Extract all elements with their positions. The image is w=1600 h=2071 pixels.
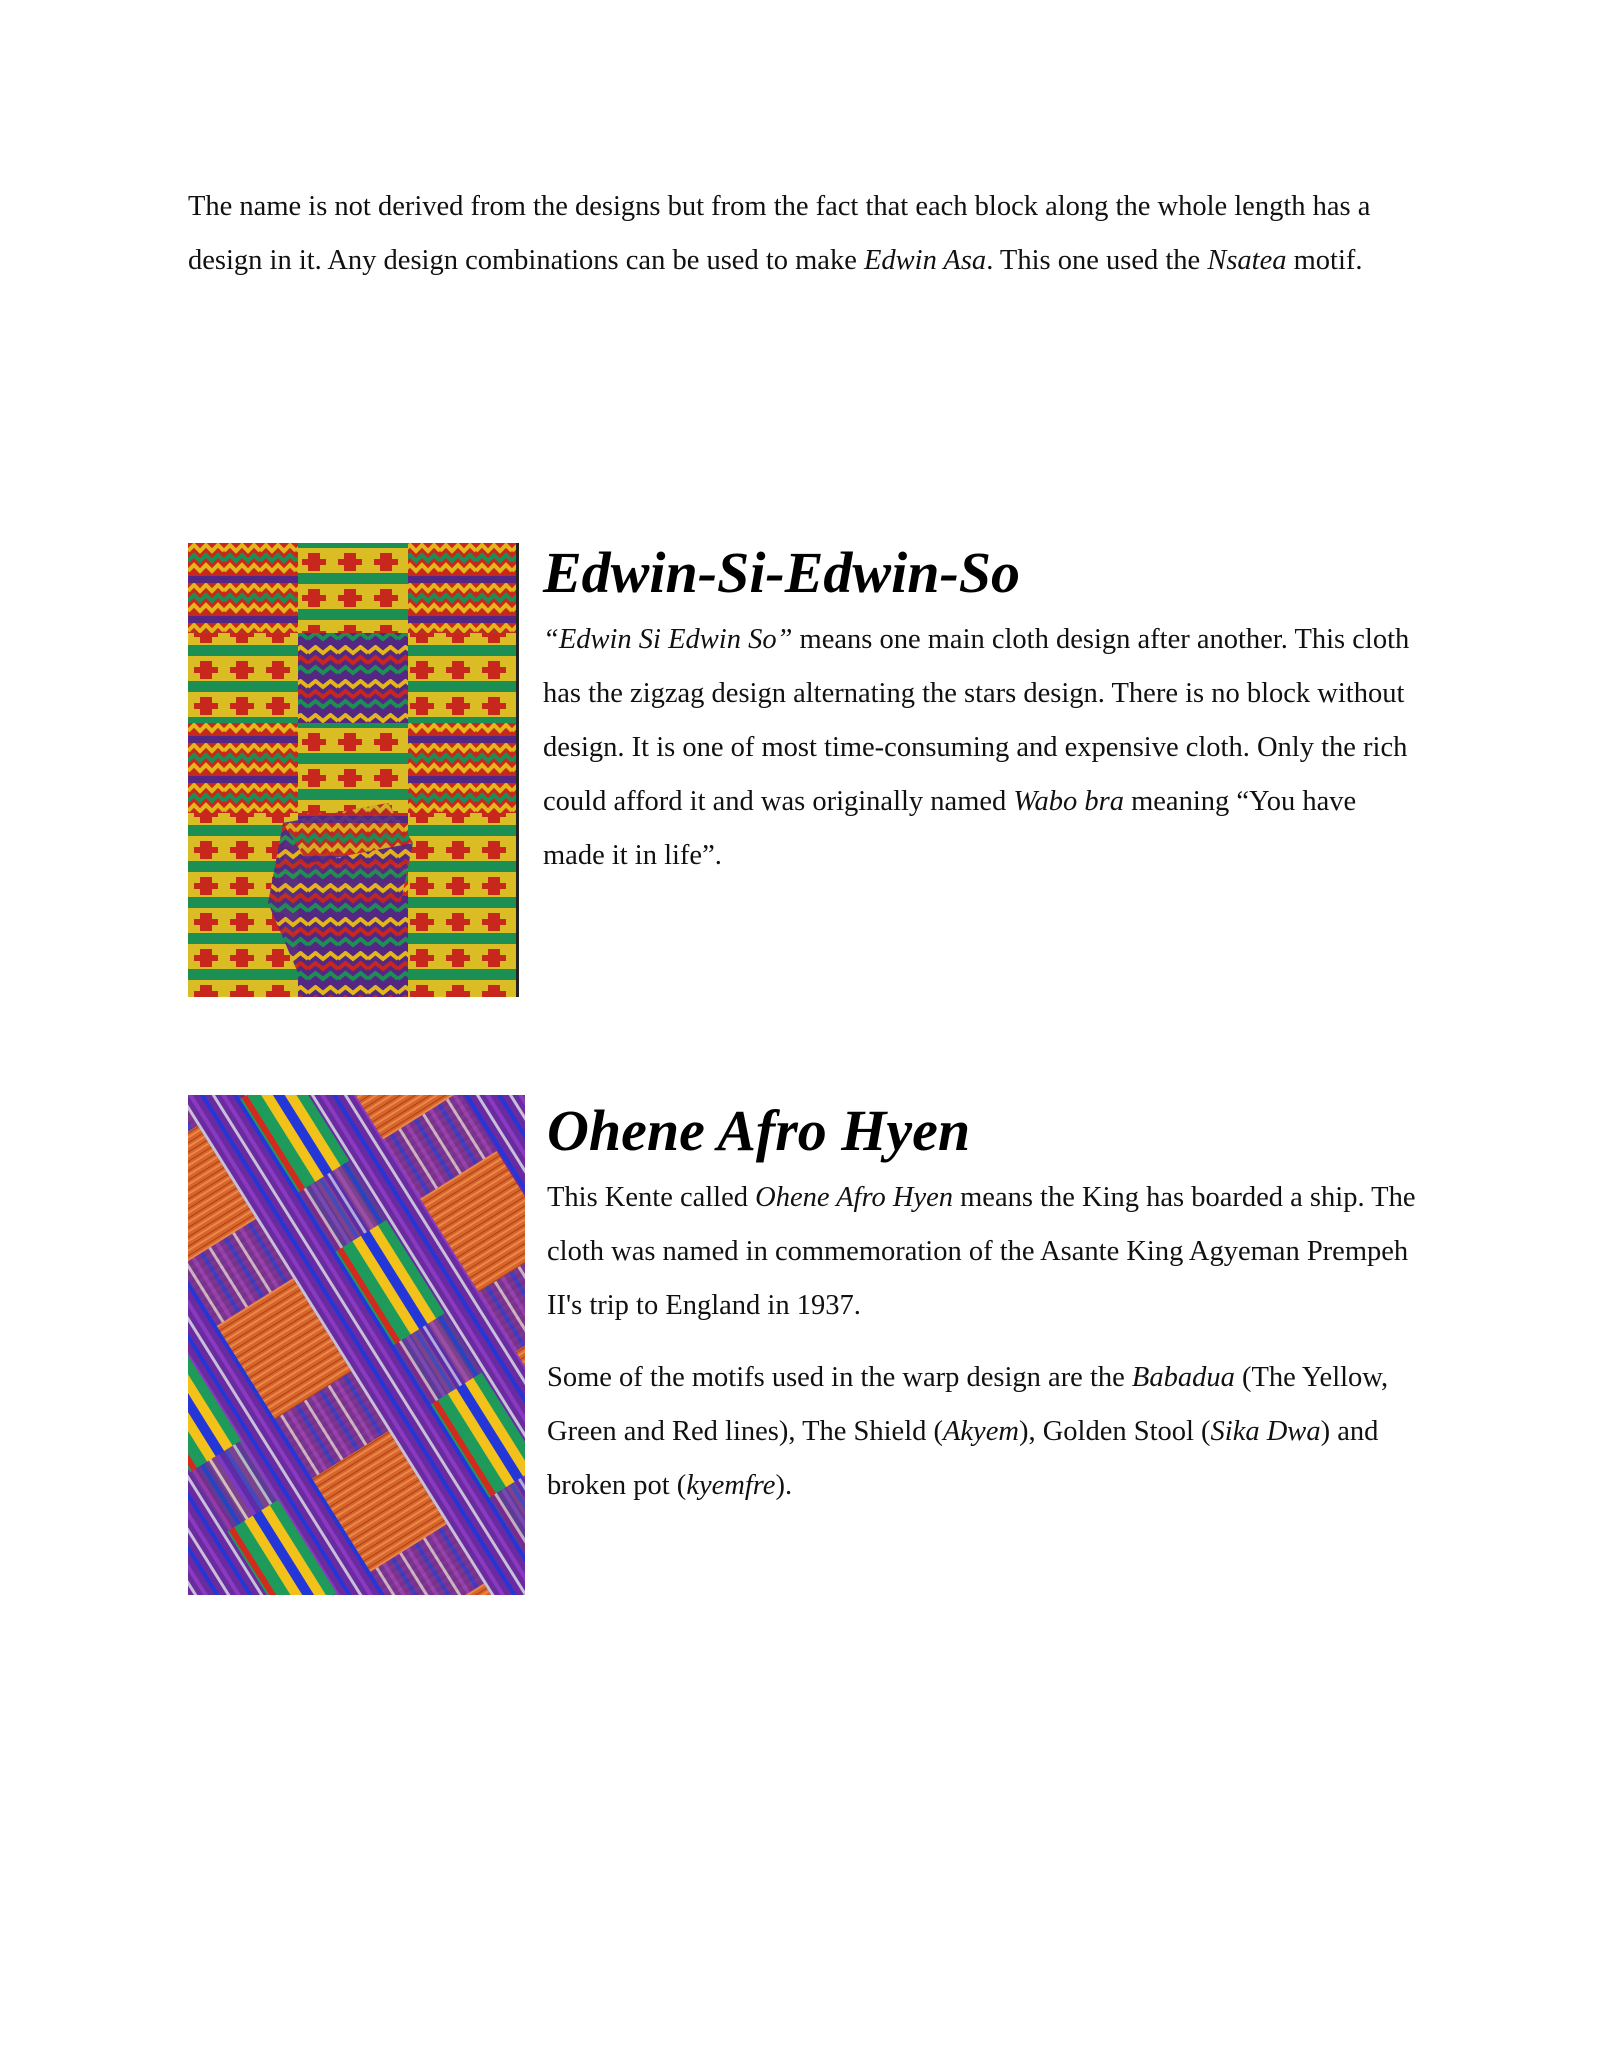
emphasis-ohene-afro-hyen: Ohene Afro Hyen: [755, 1182, 953, 1213]
section-edwin-si-edwin-so: [543, 535, 1423, 883]
emphasis-akyem: Akyem: [943, 1416, 1019, 1447]
body-text: Some of the motifs used in the warp design are the: [547, 1362, 1132, 1393]
quote-emphasis: “Edwin Si Edwin So”: [543, 624, 793, 655]
intro-paragraph: [188, 180, 1418, 288]
kente-striped-cloth-photo: [188, 1095, 525, 1595]
section-body: [543, 613, 1423, 883]
section-title: Edwin-Si-Edwin-So: [543, 540, 1021, 605]
body-text: means the King has boarded a ship. The cloth was named in commemoration of the Asante King Agyeman Prempeh II's trip to England in 1937.: [547, 1182, 1416, 1321]
body-text: ), Golden Stool (: [1018, 1416, 1211, 1447]
section-body: [547, 1171, 1417, 1333]
section-ohene-afro-hyen: [547, 1093, 1417, 1513]
body-text: This Kente called: [547, 1182, 756, 1213]
intro-text-part: . This one used the: [986, 245, 1208, 276]
emphasis-babadua: Babadua: [1131, 1362, 1235, 1393]
section-body-motifs: [547, 1351, 1417, 1513]
emphasis-kyemfre: kyemfre: [686, 1470, 776, 1501]
body-text: ) and broken pot (: [547, 1416, 1379, 1501]
intro-text-part: motif.: [1286, 245, 1363, 276]
intro-text: [188, 180, 1418, 288]
intro-emphasis-edwin-asa: Edwin Asa: [863, 245, 987, 276]
body-text: (The Yellow, Green and Red lines), The Shield (: [547, 1362, 1389, 1447]
intro-emphasis-nsatea: Nsatea: [1207, 245, 1287, 276]
body-text: ).: [775, 1470, 793, 1501]
body-text: means one main cloth design after another. This cloth has the zigzag design alternating the stars design. There is no block without design. It is one of most time-consuming and expensive cloth. Only the rich could afford it and was originally named: [543, 624, 1410, 817]
section-title: Ohene Afro Hyen: [547, 1098, 971, 1163]
intro-text-part: The name is not derived from the designs but from the fact that each block along the whole length has a design in it. Any design combinations can be used to make: [188, 191, 1371, 276]
body-text: meaning “You have made it in life”.: [543, 786, 1357, 871]
emphasis-sika-dwa: Sika Dwa: [1210, 1416, 1321, 1447]
kente-zigzag-cloth-photo: [188, 543, 519, 997]
emphasis-wabo-bra: Wabo bra: [1013, 786, 1124, 817]
